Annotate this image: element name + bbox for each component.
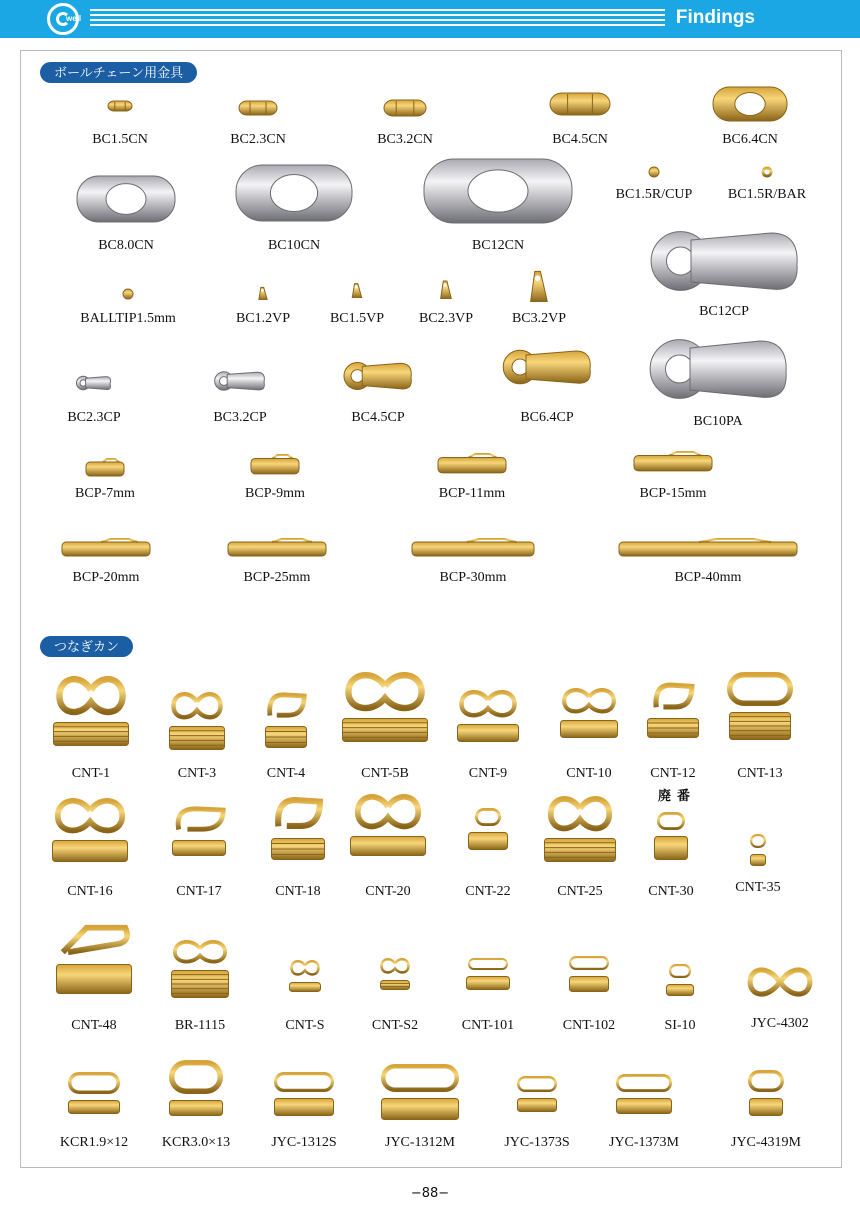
product-label: BC6.4CP bbox=[520, 410, 574, 425]
product-label: BCP-9mm bbox=[245, 486, 305, 501]
product-label: JYC-1373M bbox=[608, 1135, 680, 1150]
product-label: BCP-40mm bbox=[674, 570, 742, 585]
product-side-view bbox=[750, 854, 766, 866]
product-image-cnt-30 bbox=[657, 812, 685, 830]
product-side-view bbox=[169, 726, 225, 750]
product-label: JYC-1312S bbox=[271, 1135, 337, 1150]
product-image-cnt-12 bbox=[649, 680, 697, 712]
product-image-bc1-5cn bbox=[107, 100, 133, 112]
product-label: BALLTIP1.5mm bbox=[80, 311, 176, 326]
product-image-si-10 bbox=[669, 964, 691, 978]
product-image-jyc-4319m bbox=[748, 1070, 784, 1092]
product-image-cnt-18 bbox=[270, 794, 326, 832]
product-image-bcp-11mm bbox=[437, 452, 507, 474]
product-side-view bbox=[265, 726, 307, 748]
product-image-cnt-1 bbox=[53, 676, 129, 716]
product-label: BC10PA bbox=[693, 414, 743, 429]
product-label: BC6.4CN bbox=[722, 132, 778, 147]
product-image-cnt-22 bbox=[475, 808, 501, 826]
product-image-cnt-20 bbox=[352, 794, 424, 830]
product-image-bc1-5vp bbox=[349, 282, 365, 298]
discontinued-note: 廃番 bbox=[657, 789, 697, 804]
product-label: KCR3.0×13 bbox=[161, 1135, 231, 1150]
product-label: CNT-13 bbox=[737, 766, 783, 781]
product-image-jyc-1373s bbox=[517, 1076, 557, 1092]
product-side-view bbox=[729, 712, 791, 740]
product-image-cnt-48 bbox=[57, 922, 131, 958]
product-image-bcp-7mm bbox=[85, 457, 125, 477]
product-side-view bbox=[517, 1098, 557, 1112]
product-label: BC1.5VP bbox=[329, 311, 385, 326]
product-label: BC8.0CN bbox=[98, 238, 154, 253]
product-label: BCP-25mm bbox=[243, 570, 311, 585]
product-image-bc4-5cn bbox=[549, 92, 611, 116]
product-label: CNT-102 bbox=[562, 1018, 616, 1033]
product-side-view bbox=[749, 1098, 783, 1116]
product-side-view bbox=[468, 832, 508, 850]
product-side-view bbox=[172, 840, 226, 856]
product-label: BR-1115 bbox=[174, 1018, 226, 1033]
product-image-cnt-102 bbox=[569, 956, 609, 970]
product-side-view bbox=[616, 1098, 672, 1114]
product-image-cnt-35 bbox=[750, 834, 766, 848]
product-image-bc1-5r-cup bbox=[648, 166, 660, 178]
product-side-view bbox=[654, 836, 688, 860]
product-side-view bbox=[466, 976, 510, 990]
product-image-kcr3-0-13 bbox=[169, 1060, 223, 1094]
product-label: CNT-35 bbox=[735, 880, 781, 895]
product-image-bc3-2vp bbox=[525, 268, 553, 302]
product-label: BC3.2CN bbox=[377, 132, 433, 147]
product-side-view bbox=[666, 984, 694, 996]
product-image-bcp-25mm bbox=[227, 537, 327, 557]
product-label: CNT-22 bbox=[465, 884, 511, 899]
product-label: CNT-17 bbox=[176, 884, 222, 899]
product-image-cnt-101 bbox=[468, 958, 508, 970]
product-label: CNT-12 bbox=[650, 766, 696, 781]
product-image-cnt-10 bbox=[560, 688, 618, 714]
product-image-jyc-1312s bbox=[274, 1072, 334, 1092]
product-label: BCP-30mm bbox=[439, 570, 507, 585]
product-label: CNT-18 bbox=[275, 884, 321, 899]
product-image-cnt-16 bbox=[52, 798, 128, 834]
product-label: JYC-4319M bbox=[730, 1135, 802, 1150]
product-image-bcp-9mm bbox=[250, 453, 300, 475]
product-image-kcr1-9-12 bbox=[68, 1072, 120, 1094]
product-label: CNT-48 bbox=[71, 1018, 117, 1033]
product-side-view bbox=[56, 964, 132, 994]
product-label: CNT-5B bbox=[361, 766, 409, 781]
product-label: CNT-3 bbox=[177, 766, 217, 781]
product-side-view bbox=[544, 838, 616, 862]
product-label: BC1.5R/CUP bbox=[615, 187, 693, 202]
product-image-cnt-13 bbox=[727, 672, 793, 706]
product-image-bcp-15mm bbox=[633, 450, 713, 472]
product-side-view bbox=[52, 840, 128, 862]
product-label: CNT-S2 bbox=[371, 1018, 419, 1033]
product-label: SI-10 bbox=[664, 1018, 696, 1033]
product-image-bcp-20mm bbox=[61, 537, 151, 557]
product-image-cnt-9 bbox=[457, 690, 519, 718]
product-image-cnt-4 bbox=[263, 690, 309, 720]
product-label: BC1.5R/BAR bbox=[727, 187, 807, 202]
product-label: CNT-S bbox=[285, 1018, 325, 1033]
product-image-bc10cn bbox=[235, 164, 353, 222]
product-side-view bbox=[53, 722, 129, 746]
product-label: BC12CN bbox=[471, 238, 525, 253]
product-image-bc2-3cn bbox=[238, 100, 278, 116]
product-side-view bbox=[380, 980, 410, 990]
product-side-view bbox=[560, 720, 618, 738]
product-side-view bbox=[289, 982, 321, 992]
product-label: CNT-20 bbox=[365, 884, 411, 899]
product-label: BC3.2CP bbox=[213, 410, 267, 425]
product-image-bc4-5cp bbox=[343, 360, 413, 392]
product-image-bcp-30mm bbox=[411, 537, 535, 557]
product-label: CNT-25 bbox=[557, 884, 603, 899]
product-side-view bbox=[350, 836, 426, 856]
product-image-bc2-3vp bbox=[437, 279, 455, 299]
product-image-bc3-2cn bbox=[383, 99, 427, 117]
product-image-br-1115 bbox=[171, 940, 229, 964]
product-image-bc1-5r-bar bbox=[761, 165, 773, 179]
product-label: BC4.5CP bbox=[351, 410, 405, 425]
product-label: CNT-30 bbox=[648, 884, 694, 899]
product-label: BC4.5CN bbox=[552, 132, 608, 147]
product-label: JYC-4302 bbox=[751, 1016, 809, 1031]
product-label: CNT-1 bbox=[71, 766, 111, 781]
product-side-view bbox=[171, 970, 229, 998]
page-title: Findings bbox=[675, 7, 755, 28]
product-image-cnt-s bbox=[289, 960, 321, 976]
product-label: BC10CN bbox=[267, 238, 321, 253]
product-image-bc10pa bbox=[648, 334, 788, 404]
brand-logo-text: well bbox=[66, 14, 82, 23]
product-label: CNT-4 bbox=[266, 766, 306, 781]
product-label: JYC-1373S bbox=[504, 1135, 570, 1150]
product-image-jyc-4302 bbox=[745, 966, 815, 998]
product-label: BCP-11mm bbox=[438, 486, 506, 501]
section-connectors-title: つなぎカン bbox=[40, 636, 133, 657]
product-side-view bbox=[569, 976, 609, 992]
product-image-bc6-4cn bbox=[712, 86, 788, 122]
page-number: −88− bbox=[410, 1186, 450, 1201]
product-label: CNT-10 bbox=[566, 766, 612, 781]
product-label: BCP-15mm bbox=[639, 486, 707, 501]
product-label: BC3.2VP bbox=[511, 311, 567, 326]
product-image-cnt-17 bbox=[170, 804, 228, 834]
product-label: BC2.3CP bbox=[67, 410, 121, 425]
product-image-bc2-3cp bbox=[76, 375, 112, 391]
product-image-cnt-25 bbox=[545, 796, 615, 832]
product-label: CNT-101 bbox=[461, 1018, 515, 1033]
product-image-bc8-0cn bbox=[76, 175, 176, 223]
product-image-bc3-2cp bbox=[214, 370, 266, 392]
product-image-bc12cp bbox=[649, 226, 799, 296]
product-label: CNT-16 bbox=[67, 884, 113, 899]
product-image-bc6-4cp bbox=[502, 347, 592, 387]
product-image-jyc-1312m bbox=[381, 1064, 459, 1092]
product-label: BCP-7mm bbox=[75, 486, 135, 501]
product-image-cnt-s2 bbox=[379, 958, 411, 974]
product-label: BC1.2VP bbox=[235, 311, 291, 326]
product-side-view bbox=[381, 1098, 459, 1120]
product-label: JYC-1312M bbox=[384, 1135, 456, 1150]
product-label: KCR1.9×12 bbox=[59, 1135, 129, 1150]
page-header bbox=[0, 0, 860, 38]
product-image-jyc-1373m bbox=[616, 1074, 672, 1092]
product-side-view bbox=[457, 724, 519, 742]
header-stripes bbox=[90, 9, 665, 29]
product-side-view bbox=[271, 838, 325, 860]
product-image-balltip1-5mm bbox=[121, 288, 135, 300]
product-image-cnt-5b bbox=[342, 672, 428, 712]
product-image-cnt-3 bbox=[169, 692, 225, 720]
product-label: CNT-9 bbox=[468, 766, 508, 781]
product-image-bcp-40mm bbox=[618, 537, 798, 557]
product-side-view bbox=[274, 1098, 334, 1116]
product-label: BC2.3CN bbox=[230, 132, 286, 147]
product-side-view bbox=[68, 1100, 120, 1114]
product-side-view bbox=[169, 1100, 223, 1116]
product-image-bc1-2vp bbox=[256, 286, 270, 300]
product-image-bc12cn bbox=[423, 158, 573, 224]
section-ball-chain-title: ボールチェーン用金具 bbox=[40, 62, 197, 83]
product-label: BC12CP bbox=[699, 304, 749, 319]
product-side-view bbox=[647, 718, 699, 738]
product-side-view bbox=[342, 718, 428, 742]
product-label: BC2.3VP bbox=[418, 311, 474, 326]
product-label: BC1.5CN bbox=[92, 132, 148, 147]
product-label: BCP-20mm bbox=[72, 570, 140, 585]
